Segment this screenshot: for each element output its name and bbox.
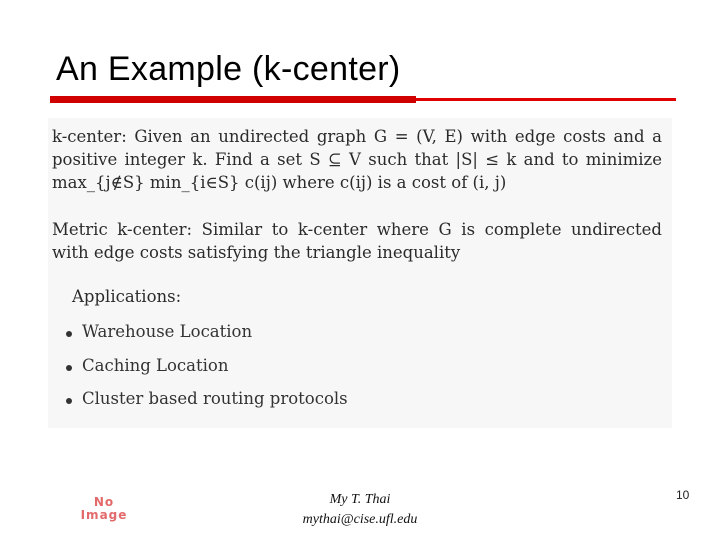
- application-label: Caching Location: [82, 355, 229, 375]
- footer-email: mythai@cise.ufl.edu: [302, 512, 418, 527]
- title-underline-thin: [416, 98, 676, 101]
- bullet-icon: [66, 365, 72, 371]
- metric-kcenter-definition: Metric k-center: Similar to k-center where G is complete undirected with edge costs satisfying the triangle inequality: [52, 220, 662, 262]
- application-label: Cluster based routing protocols: [82, 389, 348, 408]
- list-item: [66, 356, 348, 390]
- no-image-line2: Image: [80, 508, 128, 522]
- slide-title: An Example (k-center): [56, 50, 401, 88]
- list-item: [66, 322, 348, 356]
- page-number: 10: [676, 488, 690, 502]
- kcenter-definition: k-center: Given an undirected graph G = (V, E) with edge costs and a positive integer k. Find a set S ⊆ V such that |S| ≤ k and to minimize max_{j∉S} min_{i∈S} c(ij) where c(ij) is a cost of (i, j): [52, 127, 662, 192]
- no-image-placeholder: [72, 496, 136, 522]
- title-underline-thick: [50, 96, 416, 103]
- application-label: Warehouse Location: [82, 322, 253, 341]
- applications-list: [66, 322, 348, 423]
- bullet-icon: [66, 398, 72, 404]
- list-item: [66, 389, 348, 423]
- footer: [270, 490, 450, 530]
- no-image-line1: No: [93, 495, 115, 509]
- footer-author: My T. Thai: [329, 492, 391, 507]
- bullet-icon: [66, 331, 72, 337]
- applications-heading: Applications:: [72, 287, 182, 306]
